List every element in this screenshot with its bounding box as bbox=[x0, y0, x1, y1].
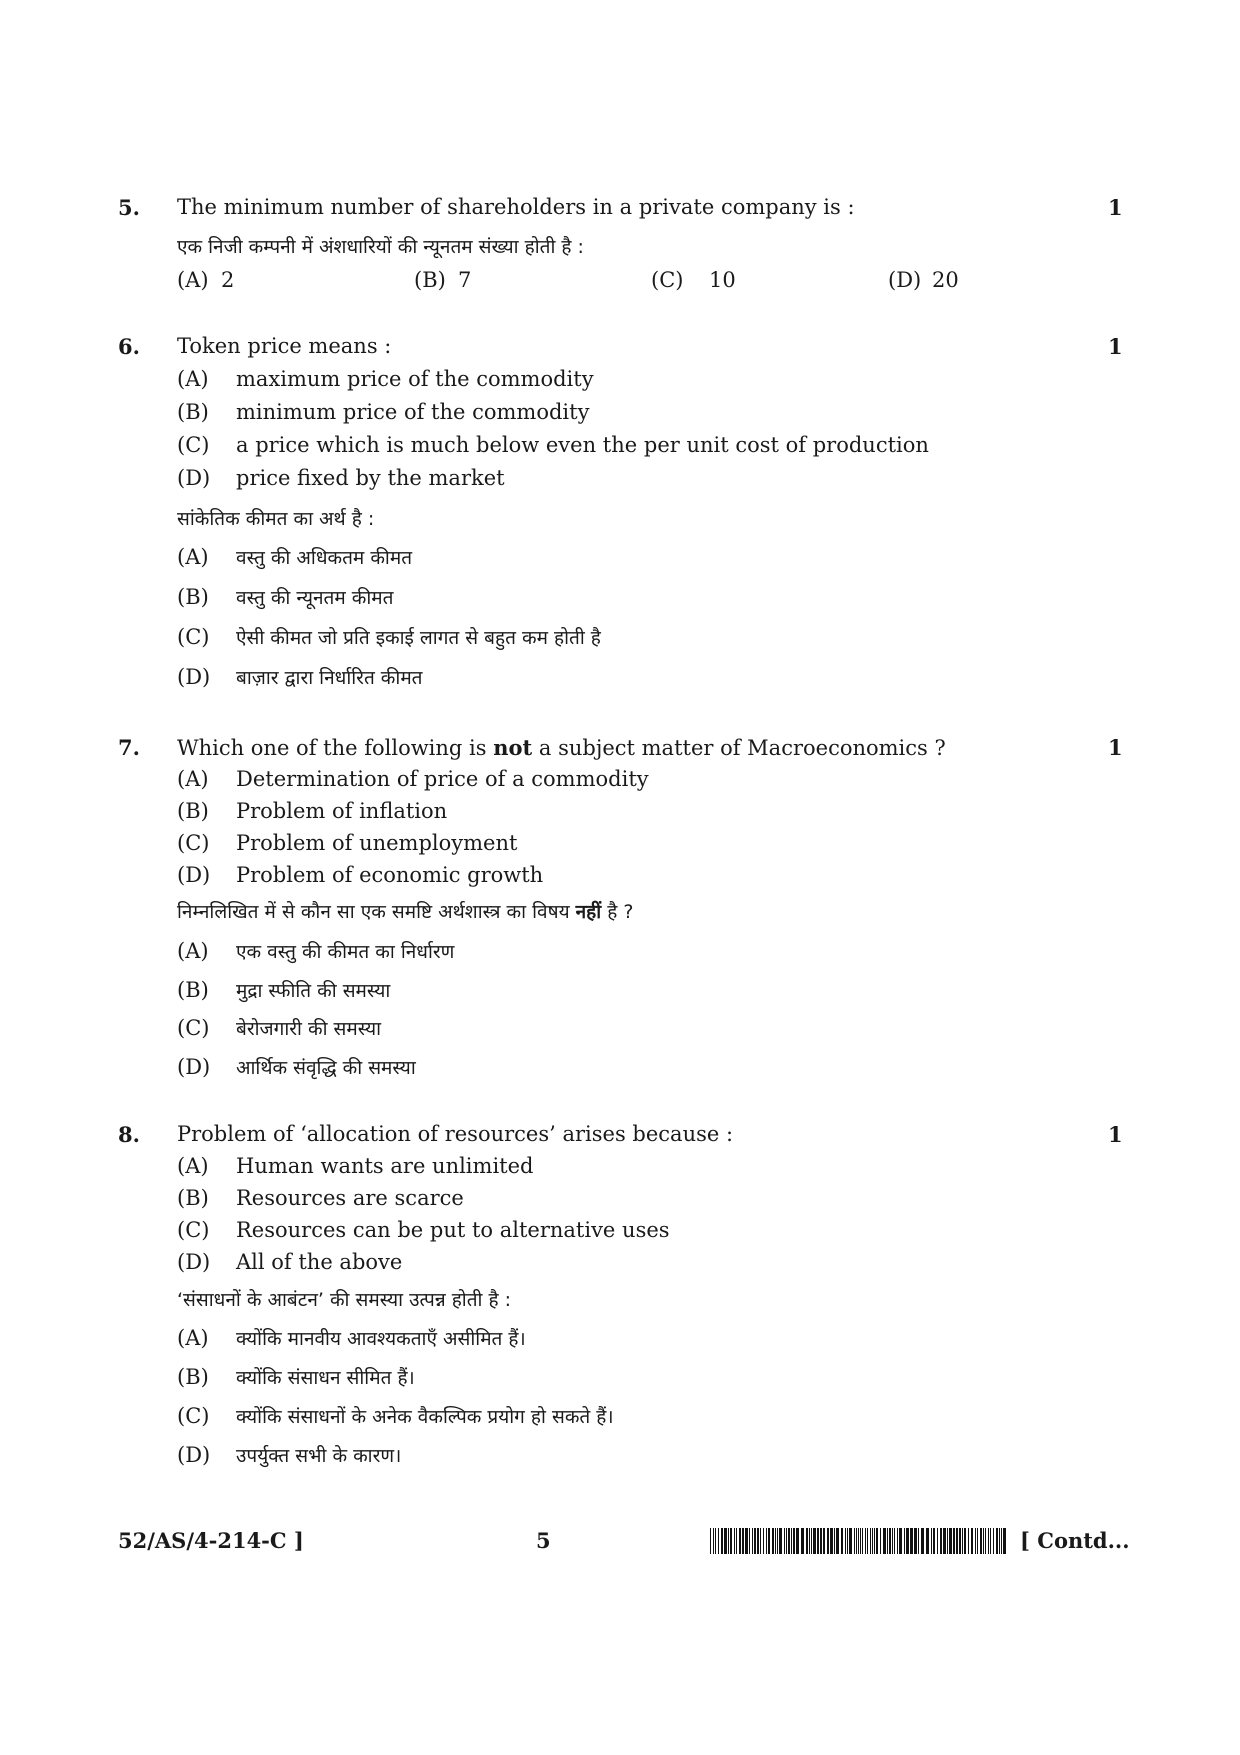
paper-code: 52/AS/4-214-C ] bbox=[118, 1528, 304, 1553]
option-b-hi bbox=[177, 584, 393, 610]
option-d-en bbox=[177, 466, 505, 490]
option-a-en bbox=[177, 767, 649, 791]
option-label: (C) bbox=[177, 1404, 210, 1428]
stem-emphasis: not bbox=[493, 735, 533, 760]
option-text: minimum price of the commodity bbox=[236, 400, 590, 424]
option-label: (D) bbox=[177, 1055, 211, 1079]
question-number: 7. bbox=[118, 735, 140, 760]
option-label: (D) bbox=[888, 268, 922, 292]
option-d-en bbox=[177, 863, 543, 887]
option-c-en bbox=[177, 831, 517, 855]
option-label: (C) bbox=[177, 625, 210, 649]
option-b-hi bbox=[177, 1364, 415, 1390]
option-text: बेरोजगारी की समस्या bbox=[236, 1018, 382, 1040]
option-text: price fixed by the market bbox=[236, 466, 505, 490]
option-d bbox=[888, 268, 959, 292]
page-number: 5 bbox=[536, 1528, 551, 1553]
question-number: 8. bbox=[118, 1122, 140, 1147]
option-label: (D) bbox=[177, 863, 211, 887]
option-label: (B) bbox=[177, 1365, 209, 1389]
question-number: 5. bbox=[118, 195, 140, 220]
stem-text: है ? bbox=[601, 901, 634, 923]
option-text: Resources can be put to alternative uses bbox=[236, 1218, 670, 1242]
option-label: (D) bbox=[177, 1443, 211, 1467]
option-b bbox=[414, 268, 471, 292]
option-label: (B) bbox=[177, 400, 209, 424]
option-label: (C) bbox=[177, 831, 210, 855]
option-text: Determination of price of a commodity bbox=[236, 767, 649, 791]
barcode-icon bbox=[710, 1528, 1010, 1554]
option-a-en bbox=[177, 1154, 533, 1178]
option-label: (A) bbox=[177, 545, 209, 569]
option-d-hi bbox=[177, 1054, 416, 1080]
option-a-hi bbox=[177, 544, 412, 570]
option-text: बाज़ार द्वारा निर्धारित कीमत bbox=[236, 667, 423, 689]
question-marks: 1 bbox=[1108, 735, 1123, 760]
question-marks: 1 bbox=[1108, 1122, 1123, 1147]
option-text: एक वस्तु की कीमत का निर्धारण bbox=[236, 941, 455, 963]
option-a bbox=[177, 268, 234, 292]
option-a-en bbox=[177, 367, 594, 391]
option-text: Problem of inflation bbox=[236, 799, 448, 823]
option-text: उपर्युक्त सभी के कारण। bbox=[236, 1445, 402, 1467]
option-label: (C) bbox=[177, 1016, 210, 1040]
option-text: 20 bbox=[932, 268, 959, 292]
question-marks: 1 bbox=[1108, 334, 1123, 359]
question-number: 6. bbox=[118, 334, 140, 359]
option-label: (C) bbox=[177, 433, 210, 457]
question-stem-en: Problem of ‘allocation of resources’ arises because : bbox=[177, 1122, 734, 1146]
option-label: (D) bbox=[177, 466, 211, 490]
option-label: (D) bbox=[177, 1250, 211, 1274]
question-stem-hi: ‘संसाधनों के आबंटन’ की समस्या उत्पन्न होती है : bbox=[177, 1289, 512, 1311]
option-text: क्योंकि संसाधनों के अनेक वैकल्पिक प्रयोग हो सकते हैं। bbox=[236, 1406, 614, 1428]
stem-emphasis: नहीं bbox=[575, 901, 602, 923]
contd-label: [ Contd... bbox=[1020, 1528, 1130, 1553]
option-a-hi bbox=[177, 1325, 526, 1351]
option-label: (C) bbox=[177, 1218, 210, 1242]
option-a-hi bbox=[177, 938, 454, 964]
option-b-en bbox=[177, 400, 589, 424]
option-c-hi bbox=[177, 1403, 614, 1429]
option-label: (B) bbox=[414, 268, 446, 292]
option-label: (A) bbox=[177, 939, 209, 963]
option-label: (B) bbox=[177, 978, 209, 1002]
option-label: (A) bbox=[177, 1326, 209, 1350]
option-label: (A) bbox=[177, 1154, 209, 1178]
option-c-en bbox=[177, 1218, 670, 1242]
option-c-hi bbox=[177, 1015, 381, 1041]
option-text: ऐसी कीमत जो प्रति इकाई लागत से बहुत कम होती है bbox=[236, 627, 601, 649]
stem-text: निम्नलिखित में से कौन सा एक समष्टि अर्थशास्त्र का विषय bbox=[177, 901, 576, 923]
option-label: (C) bbox=[651, 268, 684, 292]
option-text: 10 bbox=[709, 268, 736, 292]
option-label: (A) bbox=[177, 767, 209, 791]
option-text: All of the above bbox=[236, 1250, 403, 1274]
option-text: क्योंकि मानवीय आवश्यकताएँ असीमित हैं। bbox=[236, 1328, 526, 1350]
question-stem-en: The minimum number of shareholders in a private company is : bbox=[177, 195, 855, 219]
question-stem-en bbox=[177, 735, 946, 760]
option-text: 2 bbox=[221, 268, 235, 292]
question-stem-en: Token price means : bbox=[177, 334, 392, 358]
option-d-hi bbox=[177, 1442, 401, 1468]
option-text: 7 bbox=[458, 268, 472, 292]
stem-text: Which one of the following is bbox=[177, 736, 494, 760]
option-label: (D) bbox=[177, 665, 211, 689]
option-text: maximum price of the commodity bbox=[236, 367, 594, 391]
option-text: Problem of unemployment bbox=[236, 831, 518, 855]
option-text: Human wants are unlimited bbox=[236, 1154, 534, 1178]
option-text: Resources are scarce bbox=[236, 1186, 464, 1210]
stem-text: a subject matter of Macroeconomics ? bbox=[532, 736, 946, 760]
option-c bbox=[651, 268, 736, 292]
option-d-en bbox=[177, 1250, 402, 1274]
option-label: (B) bbox=[177, 799, 209, 823]
question-marks: 1 bbox=[1108, 195, 1123, 220]
question-stem-hi bbox=[177, 898, 633, 924]
option-label: (A) bbox=[177, 268, 209, 292]
option-d-hi bbox=[177, 664, 423, 690]
option-c-en bbox=[177, 433, 929, 457]
option-b-hi bbox=[177, 977, 390, 1003]
option-text: आर्थिक संवृद्धि की समस्या bbox=[236, 1057, 416, 1079]
option-text: वस्तु की अधिकतम कीमत bbox=[236, 547, 413, 569]
option-text: क्योंकि संसाधन सीमित हैं। bbox=[236, 1367, 415, 1389]
option-text: Problem of economic growth bbox=[236, 863, 544, 887]
option-b-en bbox=[177, 799, 447, 823]
option-text: मुद्रा स्फीति की समस्या bbox=[236, 980, 391, 1002]
option-label: (A) bbox=[177, 367, 209, 391]
question-stem-hi: एक निजी कम्पनी में अंशधारियों की न्यूनतम संख्या होती है : bbox=[177, 236, 584, 258]
option-c-hi bbox=[177, 624, 601, 650]
option-label: (B) bbox=[177, 585, 209, 609]
option-text: वस्तु की न्यूनतम कीमत bbox=[236, 587, 394, 609]
option-text: a price which is much below even the per unit cost of production bbox=[236, 433, 929, 457]
option-b-en bbox=[177, 1186, 464, 1210]
question-stem-hi: सांकेतिक कीमत का अर्थ है : bbox=[177, 508, 375, 530]
option-label: (B) bbox=[177, 1186, 209, 1210]
